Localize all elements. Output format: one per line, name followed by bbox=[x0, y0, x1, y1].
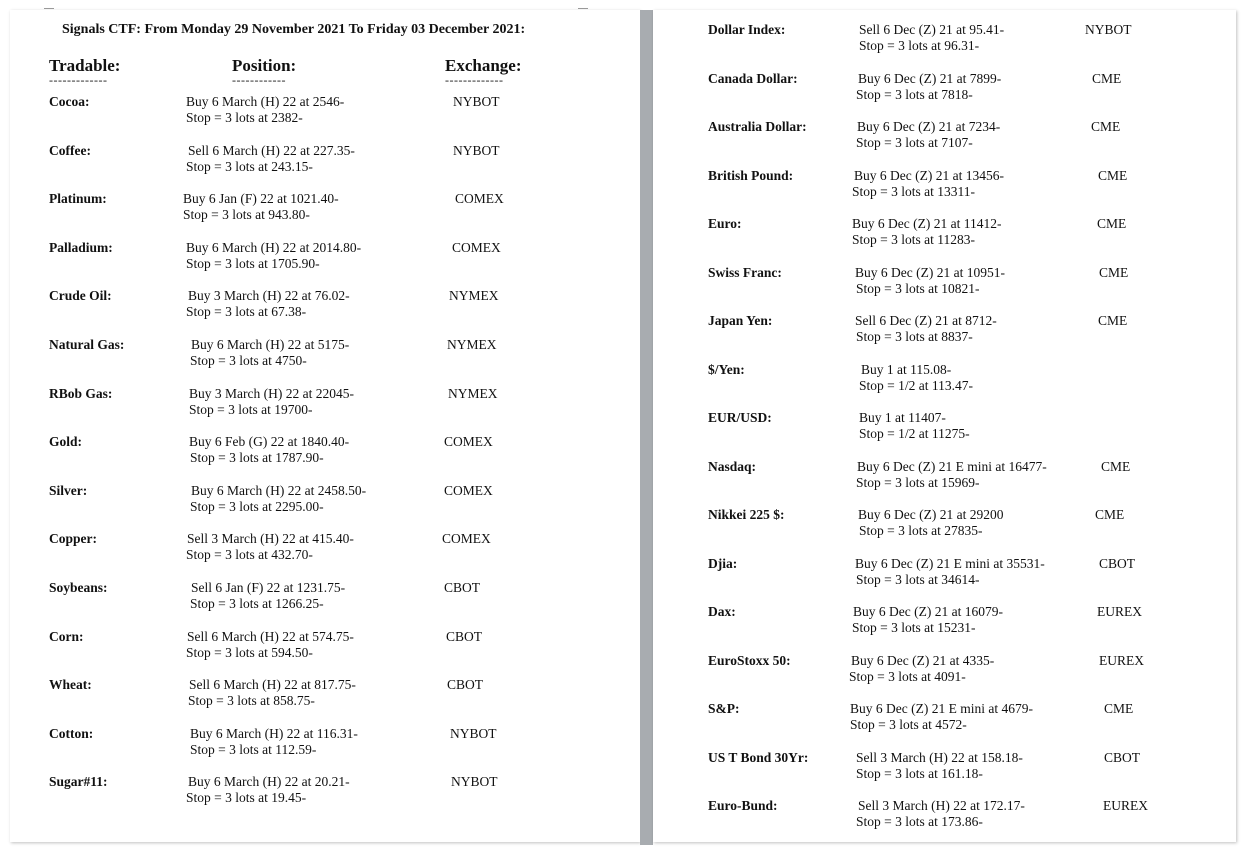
divider-tradable: ------------- bbox=[49, 73, 108, 87]
tradable-name: Nikkei 225 $: bbox=[708, 507, 785, 522]
exchange-label: CBOT bbox=[447, 677, 484, 693]
exchange-label: EUREX bbox=[1099, 652, 1144, 668]
position-line: Buy 6 Dec (Z) 21 E mini at 4679- bbox=[850, 701, 1033, 716]
stop-line: Stop = 3 lots at 2382- bbox=[186, 110, 303, 125]
position-line: Buy 6 Feb (G) 22 at 1840.40- bbox=[189, 434, 350, 450]
exchange-label: NYMEX bbox=[448, 385, 498, 401]
tradable-name: Crude Oil: bbox=[49, 288, 112, 304]
signal-entry bbox=[10, 434, 640, 474]
tradable-name: Cocoa: bbox=[49, 94, 90, 109]
position-line: Buy 1 at 11407- bbox=[859, 410, 946, 425]
stop-line: Stop = 3 lots at 13311- bbox=[852, 183, 975, 199]
stop-line: Stop = 3 lots at 19700- bbox=[189, 401, 313, 417]
page-corner-mark bbox=[578, 8, 588, 9]
stop-line: Stop = 3 lots at 34614- bbox=[856, 571, 980, 587]
signal-entry bbox=[653, 604, 1236, 644]
stop-line: Stop = 3 lots at 27835- bbox=[859, 523, 983, 538]
exchange-label: NYBOT bbox=[1085, 22, 1132, 37]
exchange-label: CME bbox=[1097, 216, 1127, 231]
signal-entry bbox=[653, 701, 1236, 741]
position-line: Buy 3 March (H) 22 at 76.02- bbox=[188, 288, 350, 304]
position-line: Buy 6 Dec (Z) 21 at 10951- bbox=[855, 264, 1005, 280]
stop-line: Stop = 3 lots at 2295.00- bbox=[190, 498, 324, 514]
stop-line: Stop = 3 lots at 7818- bbox=[856, 86, 973, 102]
stop-line: Stop = 3 lots at 161.18- bbox=[856, 765, 983, 781]
stop-line: Stop = 3 lots at 7107- bbox=[856, 135, 973, 150]
stop-line: Stop = 3 lots at 10821- bbox=[856, 280, 980, 296]
exchange-label: COMEX bbox=[444, 482, 493, 498]
signal-entry bbox=[653, 71, 1236, 111]
signal-entry bbox=[10, 774, 640, 814]
position-line: Buy 6 Dec (Z) 21 E mini at 35531- bbox=[855, 555, 1045, 571]
stop-line: Stop = 3 lots at 4091- bbox=[849, 668, 966, 684]
exchange-label: COMEX bbox=[442, 531, 491, 547]
exchange-label: CME bbox=[1091, 119, 1121, 134]
position-line: Buy 3 March (H) 22 at 22045- bbox=[189, 385, 354, 401]
stop-line: Stop = 1/2 at 11275- bbox=[859, 426, 970, 441]
tradable-name: Euro: bbox=[708, 216, 742, 231]
position-line: Buy 6 Dec (Z) 21 E mini at 16477- bbox=[857, 458, 1047, 474]
stop-line: Stop = 3 lots at 112.59- bbox=[190, 741, 317, 757]
stop-line: Stop = 3 lots at 19.45- bbox=[186, 790, 307, 806]
position-line: Sell 3 March (H) 22 at 172.17- bbox=[858, 798, 1025, 813]
position-line: Sell 6 March (H) 22 at 574.75- bbox=[187, 628, 354, 644]
position-line: Buy 6 Dec (Z) 21 at 13456- bbox=[854, 167, 1004, 183]
stop-line: Stop = 3 lots at 1705.90- bbox=[186, 255, 320, 271]
stop-line: Stop = 3 lots at 15231- bbox=[852, 620, 976, 635]
stop-line: Stop = 3 lots at 67.38- bbox=[186, 304, 307, 320]
signal-entry bbox=[10, 191, 640, 231]
position-line: Buy 6 Dec (Z) 21 at 7234- bbox=[857, 119, 1001, 134]
tradable-name: EUR/USD: bbox=[708, 410, 772, 425]
tradable-name: Dollar Index: bbox=[708, 22, 786, 37]
tradable-name: Copper: bbox=[49, 531, 97, 547]
position-line: Sell 6 Dec (Z) 21 at 95.41- bbox=[859, 22, 1005, 37]
exchange-label: CME bbox=[1095, 507, 1125, 522]
tradable-name: Silver: bbox=[49, 482, 88, 498]
signal-entry bbox=[10, 580, 640, 620]
tradable-name: Natural Gas: bbox=[49, 337, 125, 352]
signal-entry bbox=[653, 265, 1236, 305]
tradable-name: British Pound: bbox=[708, 167, 794, 183]
stop-line: Stop = 3 lots at 243.15- bbox=[186, 158, 313, 174]
stop-line: Stop = 3 lots at 432.70- bbox=[186, 547, 313, 563]
position-line: Buy 6 Dec (Z) 21 at 4335- bbox=[851, 652, 995, 668]
signal-entry bbox=[653, 313, 1236, 353]
signal-entry bbox=[10, 531, 640, 571]
exchange-label: COMEX bbox=[452, 239, 501, 255]
position-line: Sell 6 March (H) 22 at 227.35- bbox=[188, 142, 355, 158]
exchange-label: CBOT bbox=[444, 580, 481, 595]
signal-entry bbox=[10, 337, 640, 377]
stop-line: Stop = 3 lots at 858.75- bbox=[188, 693, 315, 709]
signal-entry bbox=[653, 459, 1236, 499]
tradable-name: Cotton: bbox=[49, 725, 94, 741]
signal-entry bbox=[10, 386, 640, 426]
stop-line: Stop = 3 lots at 15969- bbox=[856, 474, 980, 490]
position-line: Sell 6 Dec (Z) 21 at 8712- bbox=[855, 313, 997, 328]
exchange-label: NYMEX bbox=[447, 337, 497, 352]
document-page-right bbox=[653, 10, 1236, 842]
exchange-label: CBOT bbox=[1099, 555, 1136, 571]
exchange-label: CME bbox=[1099, 264, 1129, 280]
document-page-left bbox=[10, 10, 640, 842]
tradable-name: Australia Dollar: bbox=[708, 119, 807, 134]
signal-entry bbox=[653, 22, 1236, 62]
tradable-name: Palladium: bbox=[49, 239, 113, 255]
position-line: Sell 6 March (H) 22 at 817.75- bbox=[189, 677, 356, 693]
position-line: Buy 1 at 115.08- bbox=[861, 361, 952, 377]
position-line: Buy 6 March (H) 22 at 2014.80- bbox=[186, 239, 362, 255]
exchange-label: EUREX bbox=[1097, 604, 1142, 619]
stop-line: Stop = 1/2 at 113.47- bbox=[859, 377, 973, 393]
exchange-label: CBOT bbox=[446, 628, 483, 644]
position-line: Buy 6 March (H) 22 at 5175- bbox=[191, 337, 350, 352]
tradable-name: US T Bond 30Yr: bbox=[708, 749, 809, 765]
stop-line: Stop = 3 lots at 1787.90- bbox=[190, 450, 324, 466]
tradable-name: Dax: bbox=[708, 604, 736, 619]
tradable-name: Djia: bbox=[708, 555, 738, 571]
position-line: Sell 3 March (H) 22 at 158.18- bbox=[856, 749, 1023, 765]
tradable-name: Nasdaq: bbox=[708, 458, 757, 474]
position-line: Buy 6 March (H) 22 at 2546- bbox=[186, 94, 345, 109]
exchange-label: CME bbox=[1092, 70, 1122, 86]
stop-line: Stop = 3 lots at 1266.25- bbox=[190, 596, 324, 611]
position-line: Buy 6 Jan (F) 22 at 1021.40- bbox=[183, 191, 339, 207]
signal-entry bbox=[10, 288, 640, 328]
tradable-name: EuroStoxx 50: bbox=[708, 652, 791, 668]
position-line: Sell 3 March (H) 22 at 415.40- bbox=[187, 531, 354, 547]
stop-line: Stop = 3 lots at 173.86- bbox=[856, 814, 983, 829]
stop-line: Stop = 3 lots at 11283- bbox=[852, 232, 975, 247]
stop-line: Stop = 3 lots at 8837- bbox=[856, 329, 973, 344]
exchange-label: NYBOT bbox=[451, 774, 498, 790]
exchange-label: NYBOT bbox=[450, 725, 497, 741]
exchange-label: COMEX bbox=[455, 191, 504, 207]
divider-position: ------------ bbox=[232, 73, 286, 87]
exchange-label: COMEX bbox=[444, 434, 493, 450]
signal-entry bbox=[653, 798, 1236, 838]
tradable-name: RBob Gas: bbox=[49, 385, 113, 401]
page-gutter bbox=[640, 10, 653, 845]
exchange-label: NYBOT bbox=[453, 94, 500, 109]
position-line: Buy 6 Dec (Z) 21 at 29200 bbox=[858, 507, 1004, 522]
signal-entry bbox=[653, 168, 1236, 208]
signal-entry bbox=[653, 750, 1236, 790]
header-tradable: Tradable: bbox=[49, 56, 121, 75]
stop-line: Stop = 3 lots at 943.80- bbox=[183, 207, 310, 223]
tradable-name: Coffee: bbox=[49, 142, 91, 158]
stop-line: Stop = 3 lots at 96.31- bbox=[859, 38, 980, 53]
tradable-name: Canada Dollar: bbox=[708, 70, 798, 86]
position-line: Buy 6 March (H) 22 at 20.21- bbox=[188, 774, 350, 790]
signal-entry bbox=[10, 240, 640, 280]
exchange-label: EUREX bbox=[1103, 798, 1148, 813]
exchange-label: CME bbox=[1098, 167, 1128, 183]
tradable-name: Japan Yen: bbox=[708, 313, 773, 328]
signal-entry bbox=[653, 216, 1236, 256]
tradable-name: Wheat: bbox=[49, 677, 92, 693]
position-line: Buy 6 Dec (Z) 21 at 11412- bbox=[852, 216, 1002, 231]
exchange-label: NYBOT bbox=[453, 142, 500, 158]
stop-line: Stop = 3 lots at 4750- bbox=[190, 353, 307, 368]
stop-line: Stop = 3 lots at 4572- bbox=[850, 717, 967, 732]
tradable-name: Sugar#11: bbox=[49, 774, 108, 790]
signal-entry bbox=[653, 119, 1236, 159]
stop-line: Stop = 3 lots at 594.50- bbox=[186, 644, 313, 660]
signal-entry bbox=[653, 556, 1236, 596]
signal-entry bbox=[653, 507, 1236, 547]
signal-entry bbox=[10, 483, 640, 523]
exchange-label: CME bbox=[1098, 313, 1128, 328]
signal-entry bbox=[10, 94, 640, 134]
signal-entry bbox=[653, 410, 1236, 450]
signal-entry bbox=[10, 677, 640, 717]
tradable-name: Platinum: bbox=[49, 191, 107, 207]
signal-entry bbox=[10, 143, 640, 183]
position-line: Buy 6 Dec (Z) 21 at 7899- bbox=[858, 70, 1002, 86]
divider-exchange: ------------- bbox=[445, 73, 504, 87]
position-line: Buy 6 March (H) 22 at 116.31- bbox=[190, 725, 358, 741]
position-line: Buy 6 March (H) 22 at 2458.50- bbox=[191, 482, 367, 498]
exchange-label: CME bbox=[1104, 701, 1134, 716]
header-position: Position: bbox=[232, 56, 297, 75]
signal-entry bbox=[653, 653, 1236, 693]
header-exchange: Exchange: bbox=[445, 56, 522, 75]
position-line: Buy 6 Dec (Z) 21 at 16079- bbox=[853, 604, 1003, 619]
signal-entry bbox=[10, 726, 640, 766]
tradable-name: Gold: bbox=[49, 434, 83, 450]
tradable-name: Swiss Franc: bbox=[708, 264, 782, 280]
exchange-label: CBOT bbox=[1104, 749, 1141, 765]
tradable-name: Euro-Bund: bbox=[708, 798, 778, 813]
exchange-label: NYMEX bbox=[449, 288, 499, 304]
page-corner-mark bbox=[44, 8, 54, 9]
tradable-name: Corn: bbox=[49, 628, 84, 644]
exchange-label: CME bbox=[1101, 458, 1131, 474]
tradable-name: Soybeans: bbox=[49, 580, 108, 595]
position-line: Sell 6 Jan (F) 22 at 1231.75- bbox=[191, 580, 346, 595]
signal-entry bbox=[653, 362, 1236, 402]
signal-entry bbox=[10, 629, 640, 669]
tradable-name: S&P: bbox=[708, 701, 740, 716]
tradable-name: $/Yen: bbox=[708, 361, 745, 377]
page-title: Signals CTF: From Monday 29 November 2021 To Friday 03 December 2021: bbox=[62, 22, 526, 37]
